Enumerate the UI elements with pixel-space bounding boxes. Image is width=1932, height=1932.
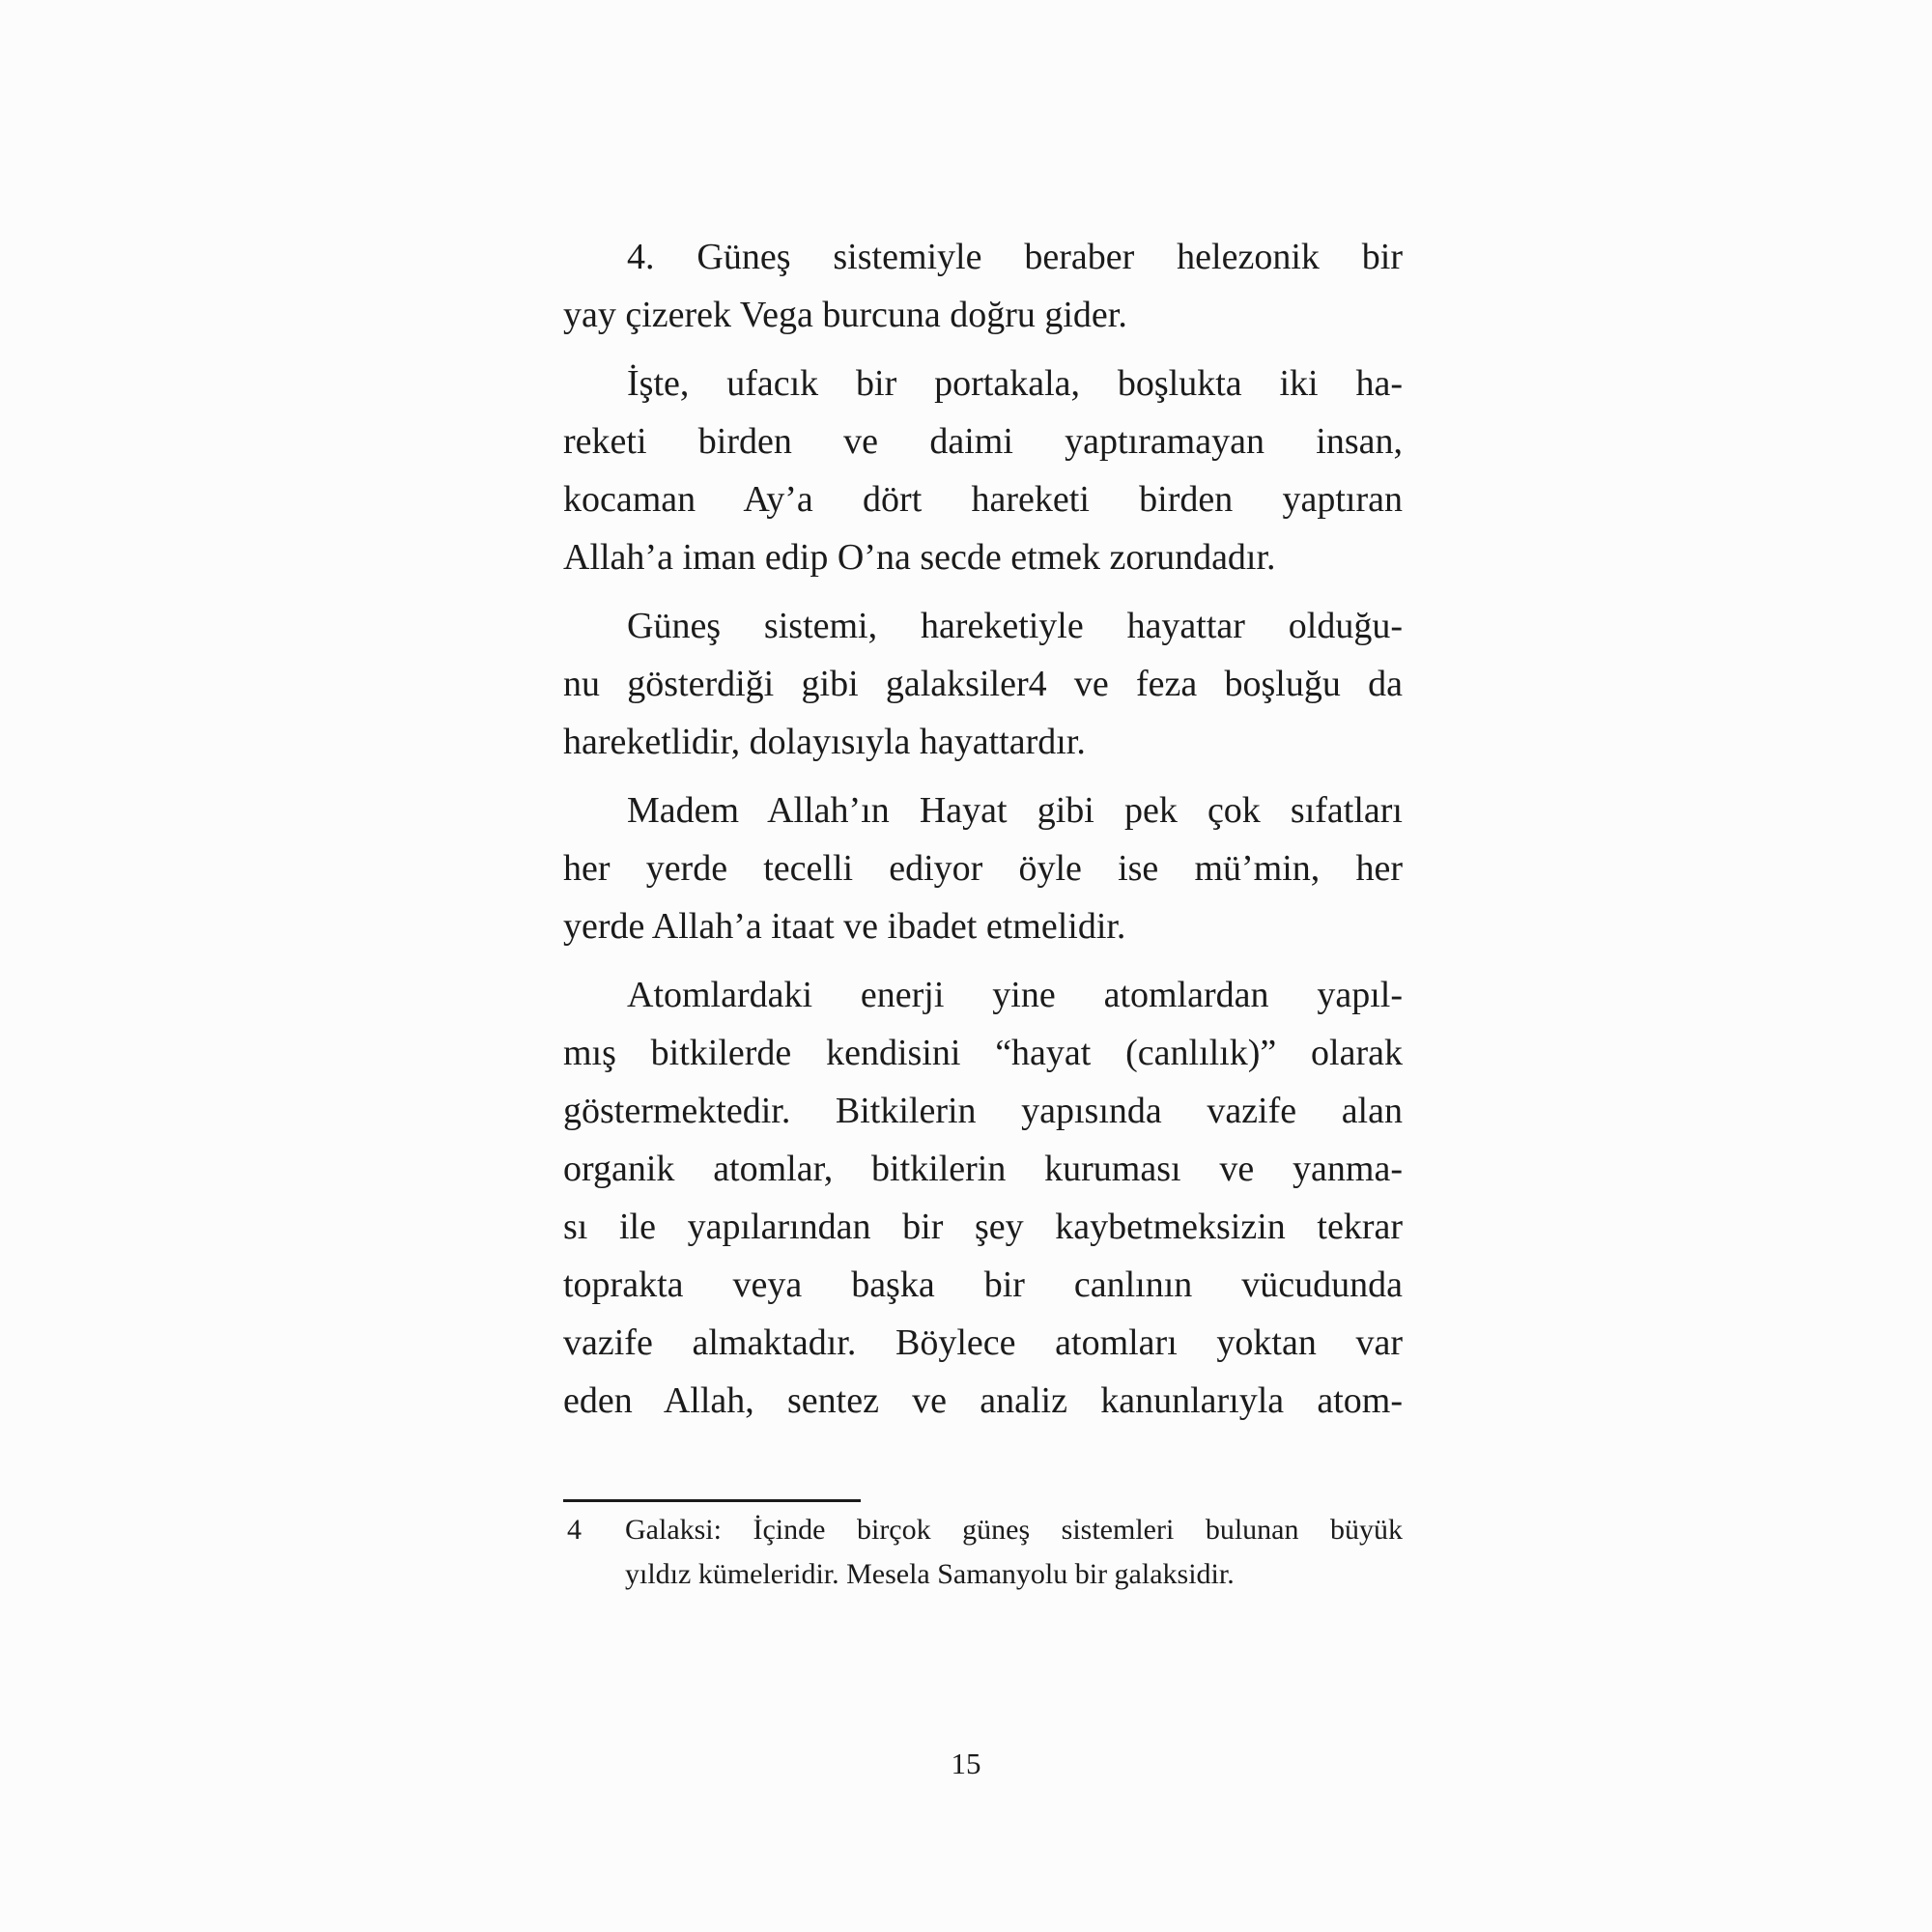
text-line: organik atomlar, bitkilerin kuruması ve yanma- bbox=[563, 1149, 1403, 1189]
text-line: her yerde tecelli ediyor öyle ise mü’min, her bbox=[563, 848, 1403, 889]
text-line: göstermektedir. Bitkilerin yapısında vazife alan bbox=[563, 1091, 1403, 1131]
text-line: reketi birden ve daimi yaptıramayan insan, bbox=[563, 421, 1403, 462]
text-line: 4. Güneş sistemiyle beraber helezonik bir bbox=[627, 237, 1403, 277]
paragraph bbox=[563, 966, 1403, 1430]
paragraph bbox=[563, 228, 1403, 344]
text-line: kocaman Ay’a dört hareketi birden yaptıran bbox=[563, 479, 1403, 520]
text-line: Güneş sistemi, hareketiyle hayattar olduğu- bbox=[627, 606, 1403, 646]
footnote-text: Galaksi: İçinde birçok güneş sistemleri bulunan büyük bbox=[625, 1514, 1403, 1546]
text-line: hareketlidir, dolayısıyla hayattardır. bbox=[563, 722, 1086, 762]
page-number: 15 bbox=[951, 1747, 981, 1780]
text-line: İşte, ufacık bir portakala, boşlukta iki ha- bbox=[627, 363, 1403, 404]
footnote-line bbox=[563, 1508, 1403, 1552]
footnote-marker: 4 bbox=[567, 1514, 582, 1546]
footnote-text: yıldız kümeleridir. Mesela Samanyolu bir galaksidir. bbox=[625, 1558, 1235, 1590]
footnote bbox=[563, 1499, 1403, 1597]
footnote-divider bbox=[563, 1499, 861, 1502]
text-line: eden Allah, sentez ve analiz kanunlarıyla atom- bbox=[563, 1380, 1403, 1421]
paragraph bbox=[563, 355, 1403, 586]
text-line: yay çizerek Vega burcuna doğru gider. bbox=[563, 295, 1127, 335]
text-line: Madem Allah’ın Hayat gibi pek çok sıfatları bbox=[627, 790, 1403, 831]
paragraph bbox=[563, 781, 1403, 955]
text-line: nu gösterdiği gibi galaksiler4 ve feza boşluğu da bbox=[563, 664, 1403, 704]
body-text bbox=[563, 228, 1403, 1430]
text-line: toprakta veya başka bir canlının vücudunda bbox=[563, 1264, 1403, 1305]
text-line: mış bitkilerde kendisini “hayat (canlılık)” olarak bbox=[563, 1033, 1403, 1073]
paragraph bbox=[563, 597, 1403, 771]
text-line: Atomlardaki enerji yine atomlardan yapıl- bbox=[627, 975, 1403, 1015]
text-line: vazife almaktadır. Böylece atomları yoktan var bbox=[563, 1322, 1403, 1363]
text-line: yerde Allah’a itaat ve ibadet etmelidir. bbox=[563, 906, 1126, 947]
text-line: Allah’a iman edip O’na secde etmek zorundadır. bbox=[563, 537, 1276, 578]
text-line: sı ile yapılarından bir şey kaybetmeksizin tekrar bbox=[563, 1207, 1403, 1247]
